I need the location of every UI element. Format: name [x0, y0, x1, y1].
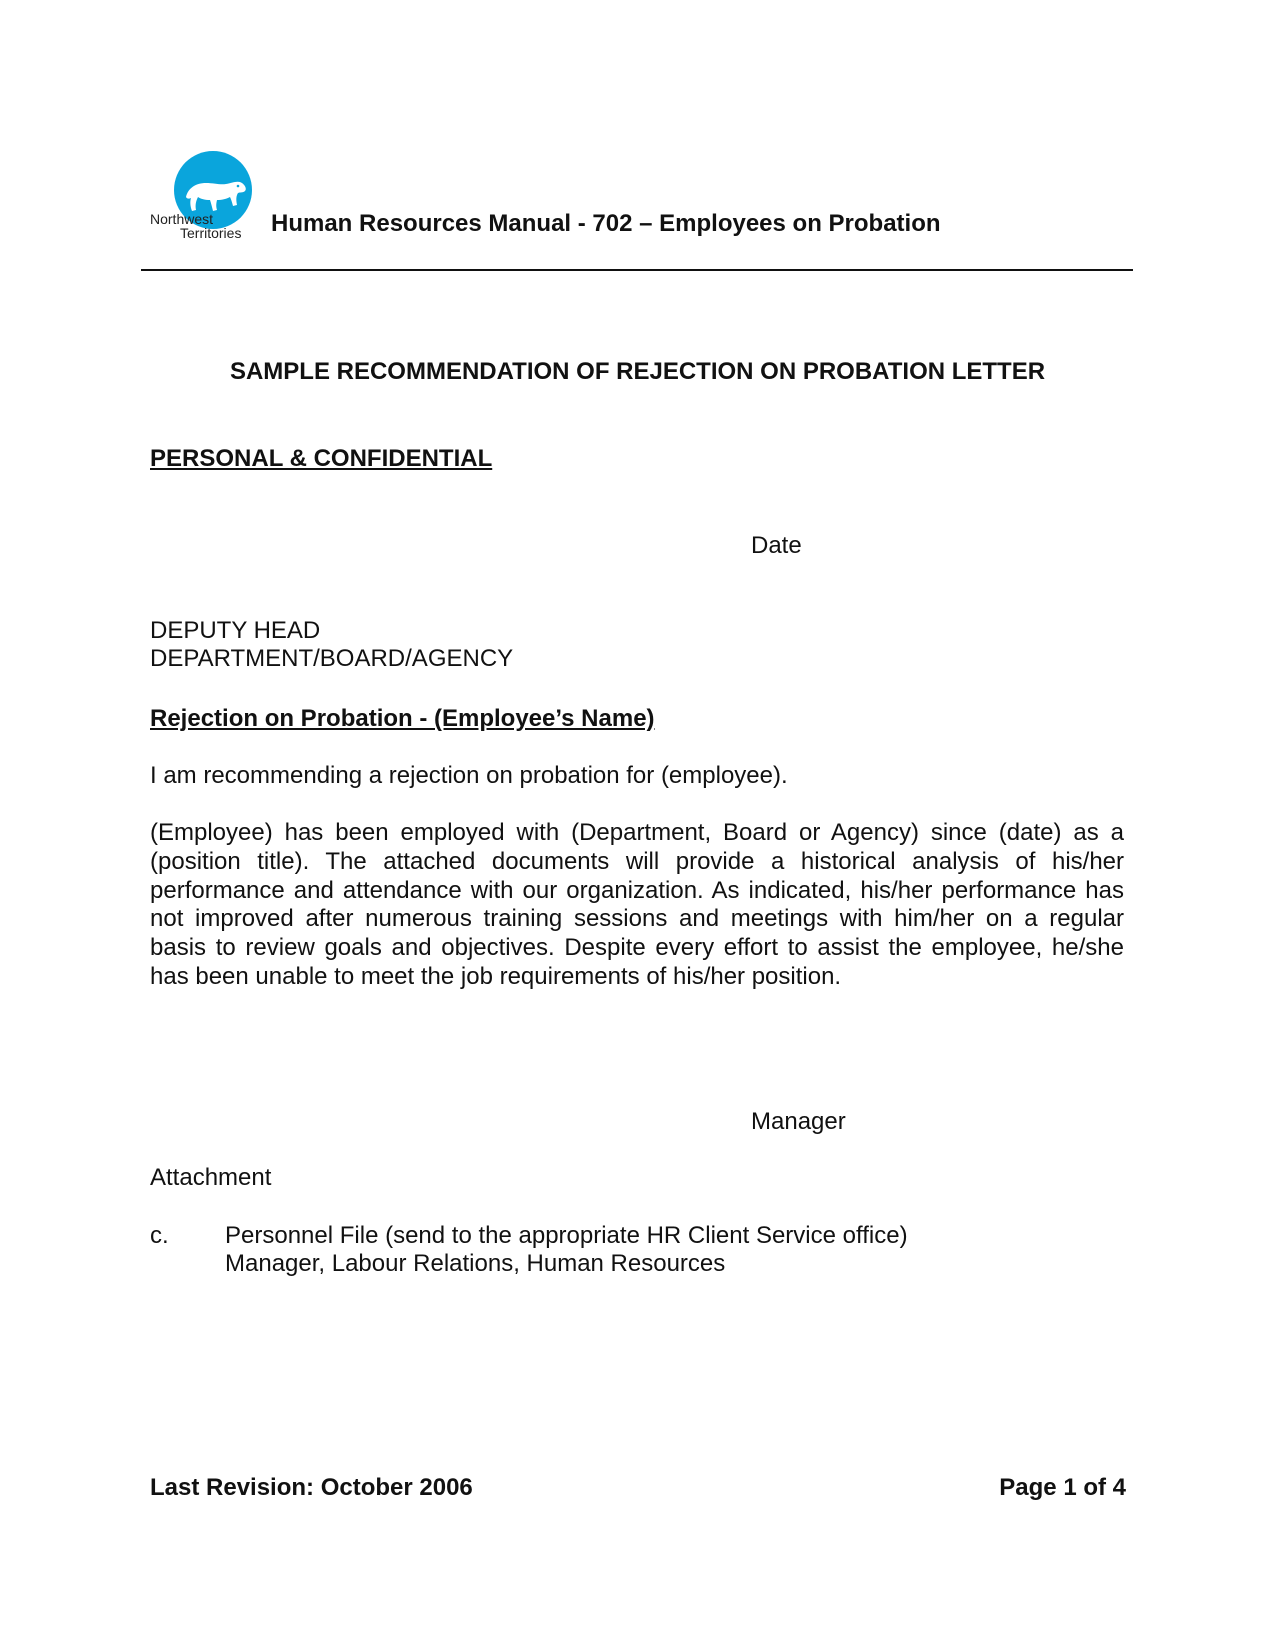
attachment-label: Attachment	[150, 1164, 272, 1191]
document-title: SAMPLE RECOMMENDATION OF REJECTION ON PROBATION LETTER	[229, 358, 1046, 385]
manual-header-title: Human Resources Manual - 702 – Employees on Probation	[271, 210, 941, 237]
logo-text-territories: Territories	[180, 225, 242, 241]
cc-item: Personnel File (send to the appropriate HR Client Service office)	[225, 1222, 908, 1249]
confidential-heading: PERSONAL & CONFIDENTIAL	[150, 445, 493, 472]
header-divider	[141, 269, 1133, 271]
recipient-line-2: DEPARTMENT/BOARD/AGENCY	[150, 645, 514, 672]
cc-list	[225, 1222, 908, 1278]
signature-manager: Manager	[751, 1108, 846, 1135]
recipient-block	[150, 617, 513, 673]
last-revision: Last Revision: October 2006	[150, 1474, 473, 1501]
cc-item: Manager, Labour Relations, Human Resources	[225, 1250, 726, 1277]
page-number: Page 1 of 4	[999, 1474, 1126, 1501]
recipient-line-1: DEPUTY HEAD	[150, 617, 321, 644]
paragraph-1: I am recommending a rejection on probation for (employee).	[150, 762, 788, 789]
cc-label: c.	[150, 1222, 169, 1249]
subject-line: Rejection on Probation - (Employee’s Name)	[150, 705, 655, 732]
date-field: Date	[751, 532, 802, 559]
logo-text-northwest: Northwest	[150, 211, 214, 227]
paragraph-2: (Employee) has been employed with (Department, Board or Agency) since (date) as a (position title). The attached documents will provide a historical analysis of his/her performance and attendance with our organization. As indicated, his/her performance has not improved after numerous training sessions and meetings with him/her on a regular basis to review goals and objectives. Despite every effort to assist the employee, he/she has been unable to meet the job requirements of his/her position.	[150, 819, 1124, 990]
nwt-logo	[150, 150, 260, 242]
